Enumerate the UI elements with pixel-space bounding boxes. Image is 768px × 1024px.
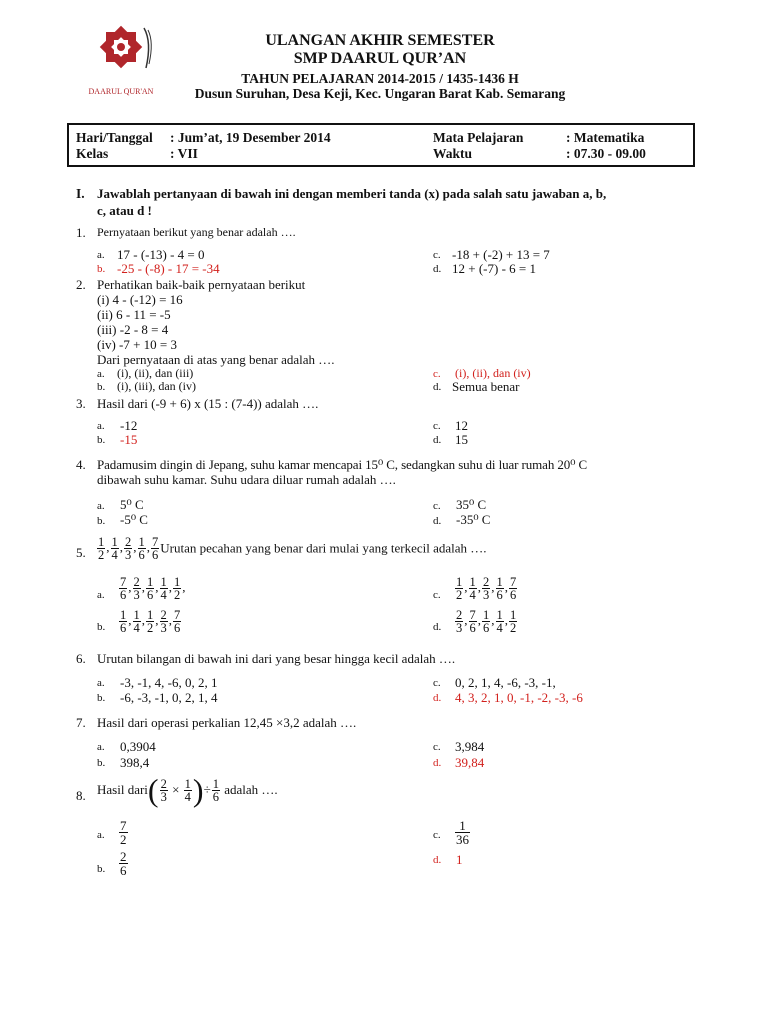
question-4-text-line2: dibawah suhu kamar. Suhu udara diluar rumah adalah …. (97, 472, 396, 487)
fraction: $\frac{1}{6}$ (138, 535, 145, 562)
day-label: Hari/Tanggal (76, 130, 153, 145)
q1-option-c: -18 + (-2) + 13 = 7 (452, 247, 550, 262)
q2-statement-4: (iv) -7 + 10 = 3 (97, 337, 178, 352)
option-letter: d. (433, 381, 442, 393)
question-number: 5. (76, 545, 86, 560)
option-letter: c. (433, 420, 441, 432)
option-letter: c. (433, 741, 441, 753)
option-letter: a. (97, 420, 105, 432)
q2-option-d: Semua benar (452, 379, 520, 394)
q4-option-b: -5⁰ C (120, 512, 148, 527)
daarul-quran-logo-icon (78, 20, 178, 100)
q8-option-c: $\frac{1}{36}$ (456, 818, 469, 847)
question-8-text-before: Hasil dari (97, 782, 148, 797)
fraction: $\frac{1}{2}$ (98, 535, 105, 562)
question-number: 8. (76, 788, 86, 803)
option-letter: d. (433, 515, 442, 527)
option-letter: c. (433, 500, 441, 512)
fraction: $\frac{1}{4}$ (184, 776, 191, 804)
question-number: 7. (76, 715, 86, 730)
exam-title: ULANGAN AKHIR SEMESTER (265, 32, 495, 49)
section-instruction-line1: Jawablah pertanyaan di bawah ini dengan memberi tanda (x) pada salah satu jawaban a, b, (97, 186, 607, 201)
q2-option-a: (i), (ii), dan (iii) (117, 366, 194, 380)
subject-label: Mata Pelajaran (433, 130, 524, 145)
q2-statement-1: (i) 4 - (-12) = 16 (97, 292, 183, 307)
academic-year: TAHUN PELAJARAN 2014-2015 / 1435-1436 H (241, 71, 519, 86)
question-5-text: Urutan pecahan yang benar dari mulai yang terkecil adalah …. (160, 540, 487, 556)
fraction: $\frac{2}{3}$ (125, 535, 132, 562)
option-letter: a. (97, 741, 105, 753)
option-letter: d. (433, 854, 442, 866)
question-8-expression: Hasil dari( $\frac{2}{3}$ × $\frac{1}{4}$ )÷ $\frac{1}{6}$ adalah …. (97, 772, 278, 808)
option-letter: d. (433, 621, 442, 633)
question-8-text-after: adalah …. (224, 782, 278, 797)
q6-option-a: -3, -1, 4, -6, 0, 2, 1 (120, 675, 218, 690)
q4-option-c: 35⁰ C (456, 497, 487, 512)
school-address: Dusun Suruhan, Desa Keji, Kec. Ungaran Barat Kab. Semarang (194, 86, 566, 101)
q3-option-c: 12 (455, 418, 468, 433)
class-value: : VII (170, 146, 198, 161)
q7-option-b: 398,4 (120, 755, 150, 770)
fraction: $\frac{1}{4}$ (111, 535, 118, 562)
q8-option-d-answer: 1 (456, 852, 463, 867)
option-letter: b. (97, 381, 106, 393)
question-3-text: Hasil dari (-9 + 6) x (15 : (7-4)) adalah …. (97, 396, 319, 411)
question-7-text: Hasil dari operasi perkalian 12,45 ×3,2 adalah …. (97, 715, 357, 730)
q3-option-b-answer: -15 (120, 432, 138, 447)
q8-option-a: $\frac{7}{2}$ (120, 818, 127, 847)
school-logo (78, 20, 178, 100)
q5-option-c: $\frac{1}{2}$ , $\frac{1}{4}$ , $\frac{2}{3}$ , $\frac{1}{6}$ , $\frac{7}{6}$ (456, 575, 517, 602)
option-letter: c. (433, 249, 441, 261)
logo-text: DAARUL QUR'AN (88, 87, 154, 96)
option-letter: a. (97, 589, 105, 601)
q2-option-b: (i), (iii), dan (iv) (117, 379, 196, 393)
q7-option-a: 0,3904 (120, 739, 156, 754)
time-label: Waktu (433, 146, 473, 161)
option-letter: b. (97, 515, 106, 527)
subject-value: : Matematika (566, 130, 645, 145)
question-number: 4. (76, 457, 86, 472)
q1-option-d: 12 + (-7) - 6 = 1 (452, 261, 536, 276)
question-4-text-line1: Padamusim dingin di Jepang, suhu kamar mencapai 15⁰ C, sedangkan suhu di luar rumah 20⁰ C (97, 457, 588, 472)
option-letter: c. (433, 589, 441, 601)
option-letter: d. (433, 757, 442, 769)
option-letter: b. (97, 757, 106, 769)
option-letter: b. (97, 621, 106, 633)
q5-option-d: $\frac{2}{3}$ , $\frac{7}{6}$ , $\frac{1}{6}$ , $\frac{1}{4}$ , $\frac{1}{2}$ (456, 608, 517, 635)
question-number: 6. (76, 651, 86, 666)
question-number: 3. (76, 396, 86, 411)
option-letter: b. (97, 863, 106, 875)
q5-fraction-list: $\frac{1}{2}$ , $\frac{1}{4}$ , $\frac{2}{3}$ , $\frac{1}{6}$ , $\frac{7}{6}$ Urutan pecahan yang benar dari mulai yang terkecil adalah …. (98, 535, 487, 562)
option-letter: d. (433, 692, 442, 704)
q1-option-b-answer: -25 - (-8) - 17 = -34 (117, 261, 220, 276)
option-letter: b. (97, 692, 106, 704)
q3-option-d: 15 (455, 432, 468, 447)
option-letter: a. (97, 368, 105, 380)
q5-option-b: $\frac{1}{6}$ , $\frac{1}{4}$ , $\frac{1}{2}$ , $\frac{2}{3}$ , $\frac{7}{6}$ (120, 608, 181, 635)
q7-option-d-answer: 39,84 (455, 755, 485, 770)
q5-option-a: $\frac{7}{6}$ , $\frac{2}{3}$ , $\frac{1}{6}$ , $\frac{1}{4}$ , $\frac{1}{2}$ , (120, 575, 186, 602)
question-number: 2. (76, 277, 86, 292)
time-value: : 07.30 - 09.00 (566, 146, 646, 161)
class-label: Kelas (76, 146, 109, 161)
option-letter: a. (97, 249, 105, 261)
q4-option-a: 5⁰ C (120, 497, 144, 512)
q1-option-a: 17 - (-13) - 4 = 0 (117, 247, 205, 262)
q4-option-d: -35⁰ C (456, 512, 491, 527)
q2-statement-2: (ii) 6 - 11 = -5 (97, 307, 171, 322)
question-6-text: Urutan bilangan di bawah ini dari yang besar hingga kecil adalah …. (97, 651, 456, 666)
option-letter: a. (97, 677, 105, 689)
option-letter: d. (433, 434, 442, 446)
option-letter: c. (433, 677, 441, 689)
section-number: I. (76, 186, 85, 201)
option-letter: c. (433, 368, 441, 380)
q6-option-d-answer: 4, 3, 2, 1, 0, -1, -2, -3, -6 (455, 690, 583, 705)
fraction: $\frac{1}{6}$ (212, 776, 219, 804)
option-letter: d. (433, 263, 442, 275)
question-number: 1. (76, 225, 86, 240)
fraction: $\frac{7}{6}$ (152, 535, 159, 562)
q2-option-c-answer: (i), (ii), dan (iv) (455, 366, 531, 380)
option-letter: a. (97, 829, 105, 841)
school-name: SMP DAARUL QUR’AN (293, 50, 467, 67)
q2-statement-3: (iii) -2 - 8 = 4 (97, 322, 169, 337)
option-letter: a. (97, 500, 105, 512)
question-1-text: Pernyataan berikut yang benar adalah …. (97, 225, 296, 239)
option-letter: b. (97, 434, 106, 446)
q7-option-c: 3,984 (455, 739, 485, 754)
day-value: : Jum’at, 19 Desember 2014 (170, 130, 331, 145)
q6-option-c: 0, 2, 1, 4, -6, -3, -1, (455, 675, 556, 690)
question-2-prompt: Dari pernyataan di atas yang benar adalah …. (97, 352, 335, 367)
option-letter: c. (433, 829, 441, 841)
fraction: $\frac{2}{3}$ (160, 776, 167, 804)
section-instruction-line2: c, atau d ! (97, 203, 152, 218)
q3-option-a: -12 (120, 418, 138, 433)
q8-option-b: $\frac{2}{6}$ (120, 849, 127, 878)
option-letter: b. (97, 263, 106, 275)
question-2-text: Perhatikan baik-baik pernyataan berikut (97, 277, 306, 292)
q6-option-b: -6, -3, -1, 0, 2, 1, 4 (120, 690, 218, 705)
